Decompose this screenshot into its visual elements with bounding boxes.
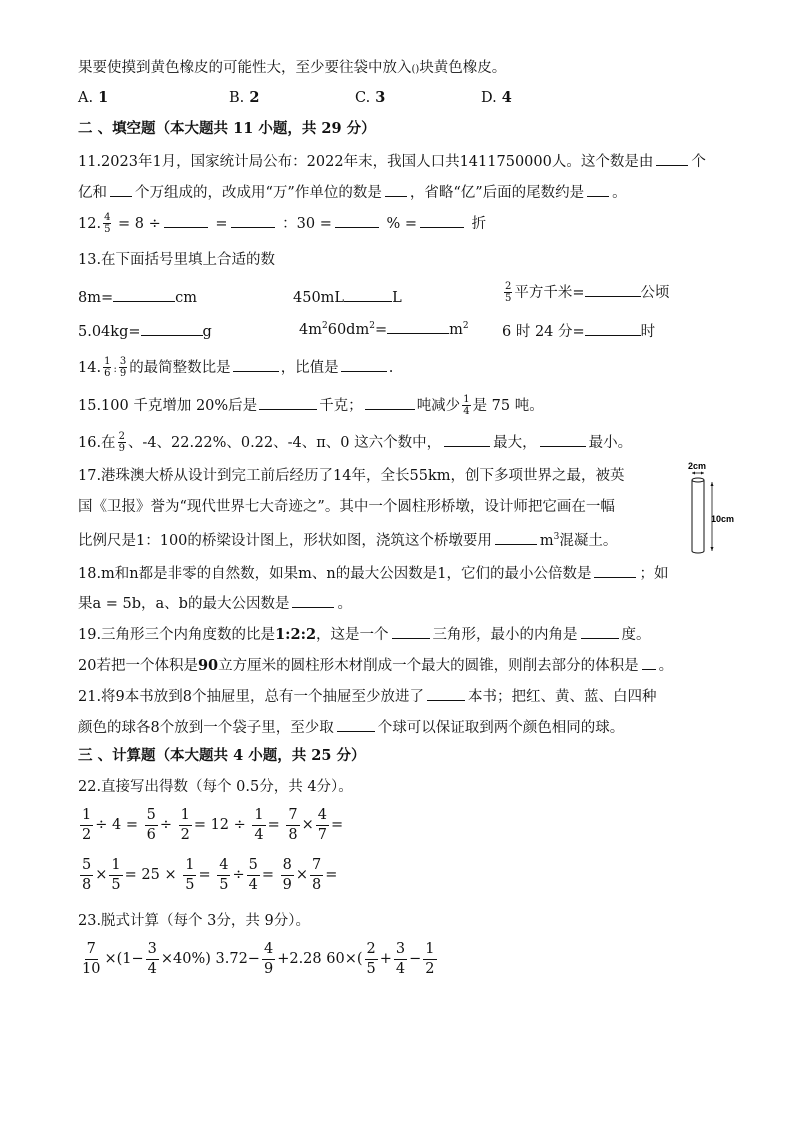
q17-blank[interactable]: [495, 529, 537, 545]
q21-line1: 21.将9本书放到8个抽屉里，总有一个抽屉至少放进了 本书；把红、黄、蓝、白四种: [78, 685, 657, 707]
q21-line2: 颜色的球各8个放到一个袋子里，至少取 个球可以保证取到两个颜色相同的球。: [78, 716, 624, 738]
q22-row1: $\frac{1}{2}$ ÷ 4 = $\frac{5}{6}$ ÷ $\frac{1}{2}$ = 12 ÷ $\frac{1}{4}$ = $\frac{7}{8}$ × $\frac{4}{7}$ =: [82, 807, 344, 843]
q13-blank-6[interactable]: [585, 320, 641, 336]
q15-blank-1[interactable]: [259, 394, 317, 410]
q10-text: 果要使摸到黄色橡皮的可能性大，至少要往袋中放入()块黄色橡皮。: [78, 60, 507, 76]
height-label: 10cm: [711, 514, 735, 524]
q19-line: 19.三角形三个内角度数的比是1:2:2，这是一个 三角形，最小的内角是 度。: [78, 623, 651, 645]
q20-blank[interactable]: [642, 654, 656, 670]
q13-r2c3: 6 时 24 分= 时: [502, 320, 655, 341]
q14-blank-2[interactable]: [341, 356, 387, 372]
q15-blank-2[interactable]: [365, 394, 415, 410]
q22-row2: $\frac{5}{8}$ × $\frac{1}{5}$ = 25 × $\frac{1}{5}$ = $\frac{4}{5}$ ÷ $\frac{5}{4}$ = $\frac{8}{9}$ × $\frac{7}{8}$ =: [82, 857, 338, 893]
q13-r2c2: $4m^260dm^2= m^2$: [299, 318, 469, 338]
q11-blank-3[interactable]: [385, 181, 407, 197]
q11-blank-1[interactable]: [656, 150, 688, 166]
q13-blank-5[interactable]: [387, 318, 449, 334]
option-b[interactable]: B. 2: [229, 89, 260, 106]
q13-r1c1: 8m= cm: [78, 286, 197, 306]
q12-blank-2[interactable]: [231, 212, 275, 228]
q16-blank-1[interactable]: [444, 431, 490, 447]
q11-line2: 亿和 个万组成的，改成用“万”作单位的数是 ，省略“亿”后面的尾数约是 。: [78, 181, 627, 203]
q13-r1c2: 450mL L: [293, 286, 402, 306]
q13-r1c3: $\frac{2}{5}$ 平方千米= 公顷: [505, 281, 670, 304]
option-d[interactable]: D. 4: [481, 89, 512, 106]
q12-blank-3[interactable]: [335, 212, 379, 228]
q11-line1: 11.2023年1月，国家统计局公布：2022年末，我国人口共1411750000人。这个数是由 个: [78, 150, 706, 172]
q18-blank-1[interactable]: [594, 562, 636, 578]
q11-blank-2[interactable]: [110, 181, 132, 197]
q23-title: 23.脱式计算（每个 3分，共 9分）。: [78, 913, 310, 929]
q18-line2: 果a = 5b，a、b的最大公因数是 。: [78, 592, 352, 614]
q18-line1: 18.m和n都是非零的自然数，如果m、n的最大公因数是1，它们的最小公倍数是 ；如: [78, 562, 668, 584]
q13-title: 13.在下面括号里填上合适的数: [78, 252, 276, 268]
q18-blank-2[interactable]: [292, 592, 334, 608]
q14-line: 14. $\frac{1}{6}$ : $\frac{3}{9}$ 的最简整数比是 ，比值是 .: [78, 356, 394, 379]
q20-line: 20若把一个体积是90立方厘米的圆柱形木材削成一个最大的圆锥，则削去部分的体积是 。: [78, 654, 673, 676]
q12-fraction: $\frac{4}{5}$: [104, 212, 111, 235]
q23-expressions: $\frac{7}{10}$ ×(1− $\frac{3}{4}$ ×40%) 3.72− $\frac{4}{9}$ +2.28 60×( $\frac{2}{5}$ + $\frac{3}{4}$ − $\frac{1}{2}$: [82, 941, 435, 977]
q16-fraction: $\frac{2}{9}$: [118, 431, 125, 454]
q15-line: 15.100 千克增加 20%后是 千克； 吨减少 $\frac{1}{4}$ 是 75 吨。: [78, 394, 544, 417]
q17-line3: 比例尺是1：100的桥梁设计图上，形状如图，浇筑这个桥墩要用 $m^3$混凝土。: [78, 527, 617, 551]
q19-blank-1[interactable]: [392, 623, 430, 639]
q22-title: 22.直接写出得数（每个 0.5分，共 4分）。: [78, 779, 353, 795]
q14-fraction-1: $\frac{1}{6}$: [104, 356, 111, 379]
q14-fraction-2: $\frac{3}{9}$: [119, 356, 127, 379]
q12-line: 12. $\frac{4}{5}$ = 8 ÷ = ：30 = % = 折: [78, 212, 487, 235]
q16-line: 16.在 $\frac{2}{9}$ 、-4、22.22%、0.22、-4、π、0 这六个数中， 最大， 最小。: [78, 431, 633, 454]
q14-blank-1[interactable]: [233, 356, 279, 372]
q12-blank-1[interactable]: [164, 212, 208, 228]
width-label: 2cm: [688, 461, 707, 471]
option-a[interactable]: A. 1: [78, 89, 109, 106]
q19-blank-2[interactable]: [581, 623, 619, 639]
q13-blank-3[interactable]: [585, 281, 641, 297]
q21-blank-2[interactable]: [337, 716, 375, 732]
q15-fraction: $\frac{1}{4}$: [463, 394, 470, 417]
q16-blank-2[interactable]: [540, 431, 586, 447]
width-arrow: [692, 472, 704, 475]
q12-blank-4[interactable]: [420, 212, 464, 228]
cylinder-body: [692, 478, 704, 553]
q13-blank-1[interactable]: [113, 286, 175, 302]
section-2-header: 二 、填空题（本大题共 11 小题，共 29 分）: [78, 120, 376, 137]
q17-line2: 国《卫报》誉为“现代世界七大奇迹之”。其中一个圆柱形桥墩，设计师把它画在一幅: [78, 499, 615, 515]
q13-r2c1: 5.04kg= g: [78, 320, 212, 340]
q13-fraction: $\frac{2}{5}$: [505, 281, 512, 304]
q21-blank-1[interactable]: [427, 685, 465, 701]
q13-blank-2[interactable]: [344, 286, 392, 302]
q13-blank-4[interactable]: [141, 320, 203, 336]
q17-line1: 17.港珠澳大桥从设计到完工前后经历了14年，全长55km，创下多项世界之最，被英: [78, 468, 625, 484]
option-c[interactable]: C. 3: [355, 89, 386, 106]
q11-blank-4[interactable]: [587, 181, 609, 197]
section-3-header: 三 、计算题（本大题共 4 小题，共 25 分）: [78, 747, 366, 764]
cylinder-figure: [684, 458, 744, 558]
